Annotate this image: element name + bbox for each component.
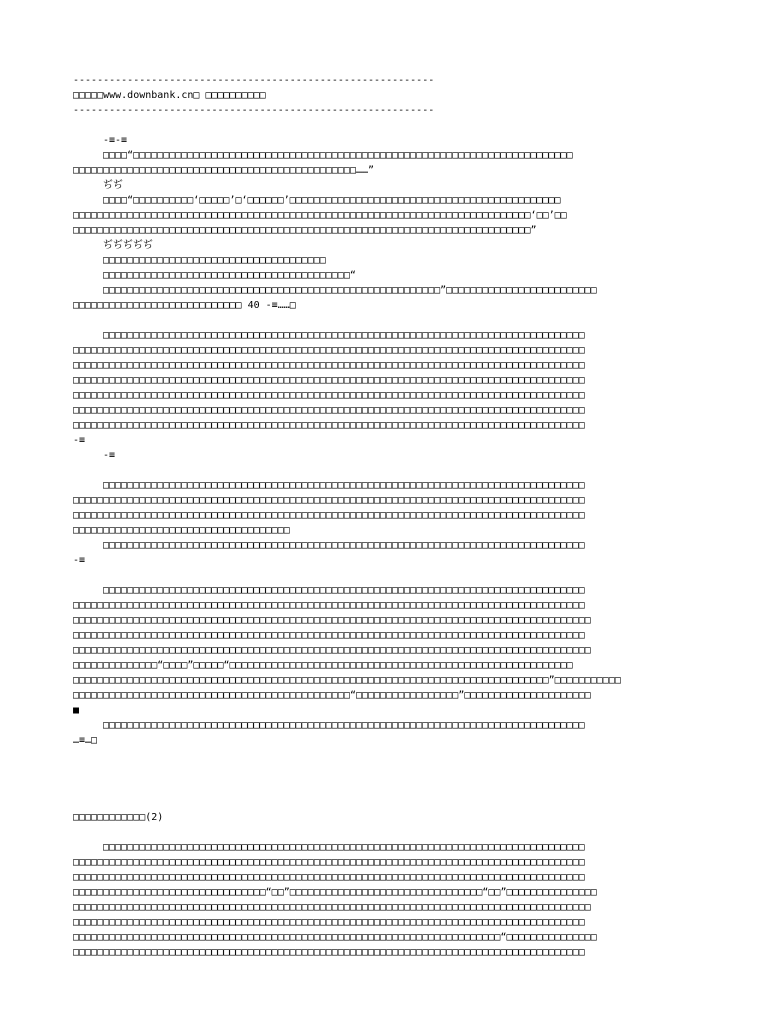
- text-line: ぢぢ: [103, 180, 123, 191]
- text-line: -≡: [73, 435, 86, 446]
- header-rule-bottom: ------------------------------------------------------------: [73, 105, 435, 116]
- text-line: □□□□□□□□□□□□□□□□□□□□□□□□□□□□□□□□□□□□□□□□□□□□□□□□□□□□□□□□□□□□□□□□□□□□□□□□□□□□□□□□: [103, 720, 585, 731]
- section-4: [73, 583, 763, 748]
- text-line: □□□□□□□□□□□□□□□□□□□□□□□□□□□□□□□□□□□□□□□□□□□□□□□□□□□□□□□□□□□□□□□□□□□□□□□□□□□□□□□□□□□□□: [73, 947, 585, 958]
- text-line: □□□□□□□□□□□□□□□□□□□□□□□□□□□□ 40 -≡……□: [73, 300, 296, 311]
- header-rule-top: ------------------------------------------------------------: [73, 75, 435, 86]
- text-line: □□□□□□□□□□□□□□□□□□□□□□□□□□□□□□□□□□□□□□□□□□□□□□□□□□□□□□□□□□□□□□□□□□□□□□□□□□□□□□□□: [103, 480, 585, 491]
- text-line: □□□□□□□□□□□□□□□□□□□□□□□□□□□□□□□□□□□□□□□□□□□□□□□□□□□□□□□□□□□□□□□□□□□□□□□□□□□□□□□”□□□□□□□□□□□: [73, 675, 621, 686]
- text-line: □□□□□□□□□□□□□□□□□□□□□□□□□□□□□□□□□□□□□□□□□□□□□□□□□□□□□□□□□□□□□□□□□□□□□□□□□□□□□□□□□□□□□: [73, 360, 585, 371]
- text-line: □□□□□□□□□□□□□□□□□□□□□□□□□□□□□□□□□□□□□□□□□□□□□□□□□□□□□□□□□□□□□□□□□□□□□□□□□□□□□□□□□□□□□□: [73, 902, 591, 913]
- text-line: □□□□□□□□□□□□□□□□□□□□□□□□□□□□□□□□□□□□□□□□□□□□□□□□□□□□□□□□□□□□□□□□□□□□□□□□□□□□□□□□: [103, 330, 585, 341]
- text-line: …≡…□: [73, 735, 98, 746]
- text-line: □□□□□□□□□□□□□□□□□□□□□□□□□□□□□□□□□□□□□□□□□□□□□□□□□□□□□□□□□□□□□□□□□□□□□□□□□□□□□□□□□□□□□: [73, 345, 585, 356]
- text-line: □□□□□□□□□□□□□□□□□□□□□□□□□□□□□□□□□□□□□□□□□□□□□□□□□□□□□□□□”□□□□□□□□□□□□□□□□□□□□□□□□□: [103, 285, 597, 296]
- chapter-2-body: [73, 840, 763, 960]
- text-line: □□□□“□□□□□□□□□□□□□□□□□□□□□□□□□□□□□□□□□□□□□□□□□□□□□□□□□□□□□□□□□□□□□□□□□□□□□□□□□: [103, 150, 573, 161]
- source-line: □□□□□www.downbank.cn□ □□□□□□□□□□: [73, 90, 266, 101]
- text-line: □□□□□□□□□□□□□□□□□□□□□□□□□□□□□□□□□□□□□□□□□□□□□□□□□□□□□□□□□□□□□□□□□□□□□□□□□□□□□□□□: [103, 540, 585, 551]
- text-line: □□□□□□□□□□□□□□□□□□□□□□□□□□□□□□□□□□□□□□□□□□□□□□□□□□□□□□□□□□□□□□□□□□□□□□□□□□□□□□□□□□□□□: [73, 390, 585, 401]
- text-line: □□□□□□□□□□□□□□□□□□□□□□□□□□□□□□□□□□□□□□□□□□□□□□□□□□□□□□□□□□□□□□□□□□□□□□□□□□□□□□□□□□□□□□: [73, 615, 591, 626]
- document-page: [73, 73, 763, 960]
- text-line: □□□□□□□□□□□□□□□□□□□□□□□□□□□□□□□□□□□□□□□□□□□□□□□□□□□□□□□□□□□□□□□□□□□□□□□□□□□□□□□□□□□□□: [73, 917, 585, 928]
- text-line: □□□□□□□□□□□□□□□□□□□□□□□□□□□□□□□□□□□□□□□□□□□□□□□□□□□□□□□□□□□□□□□□□□□□□□□□□□□□□□□□□□□□□: [73, 600, 585, 611]
- text-line: □□□□□□□□□□□□□□□□□□□□□□□□□□□□□□□□□□□□□□□□□□□□□□□□□□□□□□□□□□□□□□□□□□□□□□□□□□□□□□□□□□□□□□: [73, 645, 591, 656]
- text-line: □□□□□□□□□□□□□□□□□□□□□□□□□□□□□□□□□□□□□□□□□□□□□□□□□□□□□□□□□□□□□□□□□□□□□□□□□□□□‘□□’□□: [73, 210, 567, 221]
- text-line: □□□□□□□□□□□□□□□□□□□□□□□□□□□□□□□□□□□□□□□□□“: [103, 270, 356, 281]
- chapter-title: □□□□□□□□□□□□(2): [73, 812, 164, 823]
- text-line: -≡: [73, 555, 86, 566]
- text-line: -≡-≡: [103, 135, 128, 146]
- text-line: □□□□□□□□□□□□□□□□□□□□□□□□□□□□□□□□□□□□□□□□□□□□□□□□□□□□□□□□□□□□□□□□□□□□□□□□□□□□”: [73, 225, 537, 236]
- text-line: □□□□□□□□□□□□□□□□□□□□□□□□□□□□□□□□□□□□□□□□□□□□□□□□□□□□□□□□□□□□□□□□□□□□□□□□□□□□□□□□□□□□□: [73, 630, 585, 641]
- text-line: □□□□□□□□□□□□□□□□□□□□□□□□□□□□□□□□□□□□□□□□□□□□□□□□□□□□□□□□□□□□□□□□□□□□□□□□□□□□□□□□: [103, 842, 585, 853]
- section-2: [73, 328, 763, 463]
- text-line: □□□□□□□□□□□□□□□□□□□□□□□□□□□□□□□□□□□□□□□□□□□□□□□□□□□□□□□□□□□□□□□□□□□□□□□□□□□□□□□□□□□□□: [73, 857, 585, 868]
- text-line: □□□□□□□□□□□□□□□□□□□□□□□□□□□□□□□□□□□□□□□□□□□□□□“□□□□□□□□□□□□□□□□□”□□□□□□□□□□□□□□□□□□□□□: [73, 690, 591, 701]
- text-line: □□□□□□□□□□□□□□□□□□□□□□□□□□□□□□□□□□□□□□□□□□□□□□□□□□□□□□□□□□□□□□□□□□□□□□□“□□□□□□□□□□□□□□□: [73, 932, 597, 943]
- text-line: □□□□□□□□□□□□□□□□□□□□□□□□□□□□□□□□□□□□□: [103, 255, 326, 266]
- text-line: □□□□□□□□□□□□□□□□□□□□□□□□□□□□□□□□□□□□□□□□□□□□□□□□□□□□□□□□□□□□□□□□□□□□□□□□□□□□□□□□: [103, 585, 585, 596]
- text-line: □□□□□□□□□□□□□□“□□□□”□□□□□“□□□□□□□□□□□□□□□□□□□□□□□□□□□□□□□□□□□□□□□□□□□□□□□□□□□□□□□□□: [73, 660, 573, 671]
- text-line: □□□□□□□□□□□□□□□□□□□□□□□□□□□□□□□□□□□□□□□□□□□□□□□□□□□□□□□□□□□□□□□□□□□□□□□□□□□□□□□□□□□□□: [73, 495, 585, 506]
- text-line: -≡: [103, 450, 116, 461]
- text-line: □□□□□□□□□□□□□□□□□□□□□□□□□□□□□□□□□□□□□□□□□□□□□□□□□□□□□□□□□□□□□□□□□□□□□□□□□□□□□□□□□□□□□: [73, 420, 585, 431]
- text-line: □□□□□□□□□□□□□□□□□□□□□□□□□□□□□□□□“□□”□□□□□□□□□□□□□□□□□□□□□□□□□□□□□□□□“□□”□□□□□□□□□□□□□□□: [73, 887, 597, 898]
- text-line: □□□□“□□□□□□□□□□‘□□□□□’□‘□□□□□□’□□□□□□□□□□□□□□□□□□□□□□□□□□□□□□□□□□□□□□□□□□□□□: [103, 195, 561, 206]
- text-line: □□□□□□□□□□□□□□□□□□□□□□□□□□□□□□□□□□□□□□□□□□□□□□□……”: [73, 165, 375, 176]
- text-line: □□□□□□□□□□□□□□□□□□□□□□□□□□□□□□□□□□□□□□□□□□□□□□□□□□□□□□□□□□□□□□□□□□□□□□□□□□□□□□□□□□□□□: [73, 872, 585, 883]
- text-line: □□□□□□□□□□□□□□□□□□□□□□□□□□□□□□□□□□□□□□□□□□□□□□□□□□□□□□□□□□□□□□□□□□□□□□□□□□□□□□□□□□□□□: [73, 510, 585, 521]
- text-line: □□□□□□□□□□□□□□□□□□□□□□□□□□□□□□□□□□□□□□□□□□□□□□□□□□□□□□□□□□□□□□□□□□□□□□□□□□□□□□□□□□□□□: [73, 375, 585, 386]
- text-line: □□□□□□□□□□□□□□□□□□□□□□□□□□□□□□□□□□□□□□□□□□□□□□□□□□□□□□□□□□□□□□□□□□□□□□□□□□□□□□□□□□□□□: [73, 405, 585, 416]
- text-line: ■: [73, 705, 80, 716]
- text-line: ぢぢぢぢぢ: [103, 240, 153, 251]
- text-line: □□□□□□□□□□□□□□□□□□□□□□□□□□□□□□□□□□□□: [73, 525, 290, 536]
- section-1: [73, 133, 763, 313]
- section-3: [73, 478, 763, 568]
